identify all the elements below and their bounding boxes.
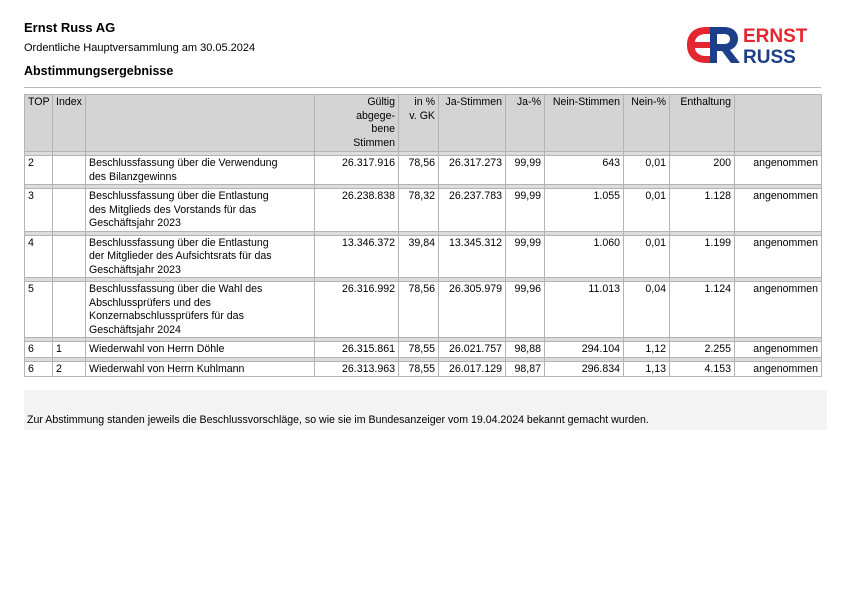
- col-header-valid-votes: [315, 95, 399, 152]
- col-header-yes-pct: Ja-%: [506, 95, 545, 152]
- cell-index: [53, 282, 86, 338]
- cell-subject: [86, 361, 315, 377]
- cell-no-votes: 296.834: [545, 361, 624, 377]
- cell-pct-gk: 39,84: [399, 235, 439, 278]
- cell-abstain: 2.255: [670, 342, 735, 358]
- col-header-valid-line2: abgege-: [356, 109, 395, 122]
- cell-top: 5: [25, 282, 53, 338]
- cell-top: 3: [25, 189, 53, 232]
- cell-yes-pct: 99,99: [506, 235, 545, 278]
- table-row: [25, 282, 822, 338]
- cell-index: [53, 235, 86, 278]
- table-row: [25, 361, 822, 377]
- cell-valid-votes: 26.315.861: [315, 342, 399, 358]
- logo-text-ernst: ERNST: [743, 26, 808, 47]
- cell-no-pct: 0,01: [624, 156, 670, 185]
- col-header-subject: [86, 95, 315, 152]
- cell-no-votes: 11.013: [545, 282, 624, 338]
- cell-top: 6: [25, 361, 53, 377]
- cell-subject: [86, 156, 315, 185]
- col-header-valid-line3: bene: [371, 123, 395, 135]
- cell-yes-votes: 26.305.979: [439, 282, 506, 338]
- cell-abstain: 1.124: [670, 282, 735, 338]
- cell-top: 6: [25, 342, 53, 358]
- cell-no-pct: 1,13: [624, 361, 670, 377]
- cell-result: angenommen: [735, 235, 822, 278]
- table-row: [25, 156, 822, 185]
- subject-line: des Mitglieds des Vorstands für das: [89, 203, 257, 216]
- cell-abstain: 200: [670, 156, 735, 185]
- table-header-row: [25, 95, 822, 152]
- col-header-yes-votes: Ja-Stimmen: [439, 95, 506, 152]
- subject-line: Beschlussfassung über die Verwendung: [89, 157, 278, 169]
- cell-abstain: 1.199: [670, 235, 735, 278]
- subject-line: Wiederwahl von Herrn Kuhlmann: [89, 362, 245, 375]
- col-header-abstain: Enthaltung: [670, 95, 735, 152]
- cell-yes-votes: 26.317.273: [439, 156, 506, 185]
- cell-subject: [86, 235, 315, 278]
- table-row: [25, 235, 822, 278]
- cell-pct-gk: 78,56: [399, 156, 439, 185]
- cell-index: 2: [53, 361, 86, 377]
- col-header-pct-line2: v. GK: [409, 109, 435, 122]
- subject-line: des Bilanzgewinns: [89, 170, 177, 183]
- cell-no-pct: 0,04: [624, 282, 670, 338]
- cell-index: 1: [53, 342, 86, 358]
- logo-text-russ: RUSS: [743, 47, 796, 66]
- subject-line: Beschlussfassung über die Wahl des: [89, 283, 263, 295]
- subject-line: Geschäftsjahr 2023: [89, 217, 181, 229]
- ernst-russ-logo: [684, 24, 826, 66]
- cell-top: 2: [25, 156, 53, 185]
- footnote: Zur Abstimmung standen jeweils die Beschlussvorschläge, so wie sie im Bundesanzeiger vom 19.04.2024 bekannt gemacht wurden.: [27, 414, 649, 426]
- cell-no-pct: 0,01: [624, 235, 670, 278]
- cell-yes-votes: 26.237.783: [439, 189, 506, 232]
- company-name: Ernst Russ AG: [24, 20, 116, 35]
- col-header-valid-line1: Gültig: [367, 96, 395, 108]
- voting-results-table: [24, 94, 822, 377]
- cell-index: [53, 156, 86, 185]
- cell-subject: [86, 282, 315, 338]
- cell-abstain: 4.153: [670, 361, 735, 377]
- col-header-no-votes: Nein-Stimmen: [545, 95, 624, 152]
- cell-no-votes: 1.060: [545, 235, 624, 278]
- cell-subject: [86, 189, 315, 232]
- cell-result: angenommen: [735, 189, 822, 232]
- cell-no-pct: 0,01: [624, 189, 670, 232]
- cell-pct-gk: 78,55: [399, 361, 439, 377]
- cell-yes-pct: 99,99: [506, 189, 545, 232]
- col-header-valid-line4: Stimmen: [353, 136, 395, 149]
- col-header-no-pct: Nein-%: [624, 95, 670, 152]
- table-row: [25, 189, 822, 232]
- col-header-pct-line1: in %: [414, 96, 435, 108]
- subject-line: Beschlussfassung über die Entlastung: [89, 236, 269, 249]
- col-header-result: [735, 95, 822, 152]
- cell-no-votes: 294.104: [545, 342, 624, 358]
- cell-index: [53, 189, 86, 232]
- meeting-subtitle: Ordentliche Hauptversammlung am 30.05.2024: [24, 42, 256, 54]
- col-header-top: TOP: [25, 95, 53, 152]
- logo-e-mark: [687, 27, 714, 63]
- cell-result: angenommen: [735, 156, 822, 185]
- cell-yes-pct: 98,88: [506, 342, 545, 358]
- cell-valid-votes: 26.238.838: [315, 189, 399, 232]
- cell-abstain: 1.128: [670, 189, 735, 232]
- cell-no-votes: 643: [545, 156, 624, 185]
- cell-yes-votes: 26.017.129: [439, 361, 506, 377]
- cell-yes-pct: 99,96: [506, 282, 545, 338]
- document-title: Abstimmungsergebnisse: [24, 64, 174, 78]
- col-header-index: Index: [53, 95, 86, 152]
- cell-yes-votes: 13.345.312: [439, 235, 506, 278]
- cell-subject: [86, 342, 315, 358]
- cell-result: angenommen: [735, 361, 822, 377]
- cell-no-pct: 1,12: [624, 342, 670, 358]
- subject-line: Abschlussprüfers und des: [89, 296, 211, 309]
- cell-pct-gk: 78,55: [399, 342, 439, 358]
- cell-result: angenommen: [735, 282, 822, 338]
- subject-line: Beschlussfassung über die Entlastung: [89, 190, 269, 202]
- cell-yes-pct: 99,99: [506, 156, 545, 185]
- cell-top: 4: [25, 235, 53, 278]
- subject-line: Geschäftsjahr 2023: [89, 263, 181, 276]
- cell-pct-gk: 78,32: [399, 189, 439, 232]
- cell-result: angenommen: [735, 342, 822, 358]
- cell-yes-votes: 26.021.757: [439, 342, 506, 358]
- cell-pct-gk: 78,56: [399, 282, 439, 338]
- cell-no-votes: 1.055: [545, 189, 624, 232]
- subject-line: der Mitglieder des Aufsichtsrats für das: [89, 250, 272, 262]
- subject-line: Konzernabschlussprüfers für das: [89, 310, 244, 322]
- cell-valid-votes: 26.316.992: [315, 282, 399, 338]
- col-header-pct-gk: [399, 95, 439, 152]
- cell-valid-votes: 26.317.916: [315, 156, 399, 185]
- logo-r-mark: [710, 27, 740, 63]
- cell-valid-votes: 26.313.963: [315, 361, 399, 377]
- subject-line: Geschäftsjahr 2024: [89, 323, 181, 336]
- table-body: [25, 152, 822, 377]
- table-row: [25, 342, 822, 358]
- cell-yes-pct: 98,87: [506, 361, 545, 377]
- subject-line: Wiederwahl von Herrn Döhle: [89, 343, 225, 355]
- cell-valid-votes: 13.346.372: [315, 235, 399, 278]
- header-divider: [24, 87, 821, 88]
